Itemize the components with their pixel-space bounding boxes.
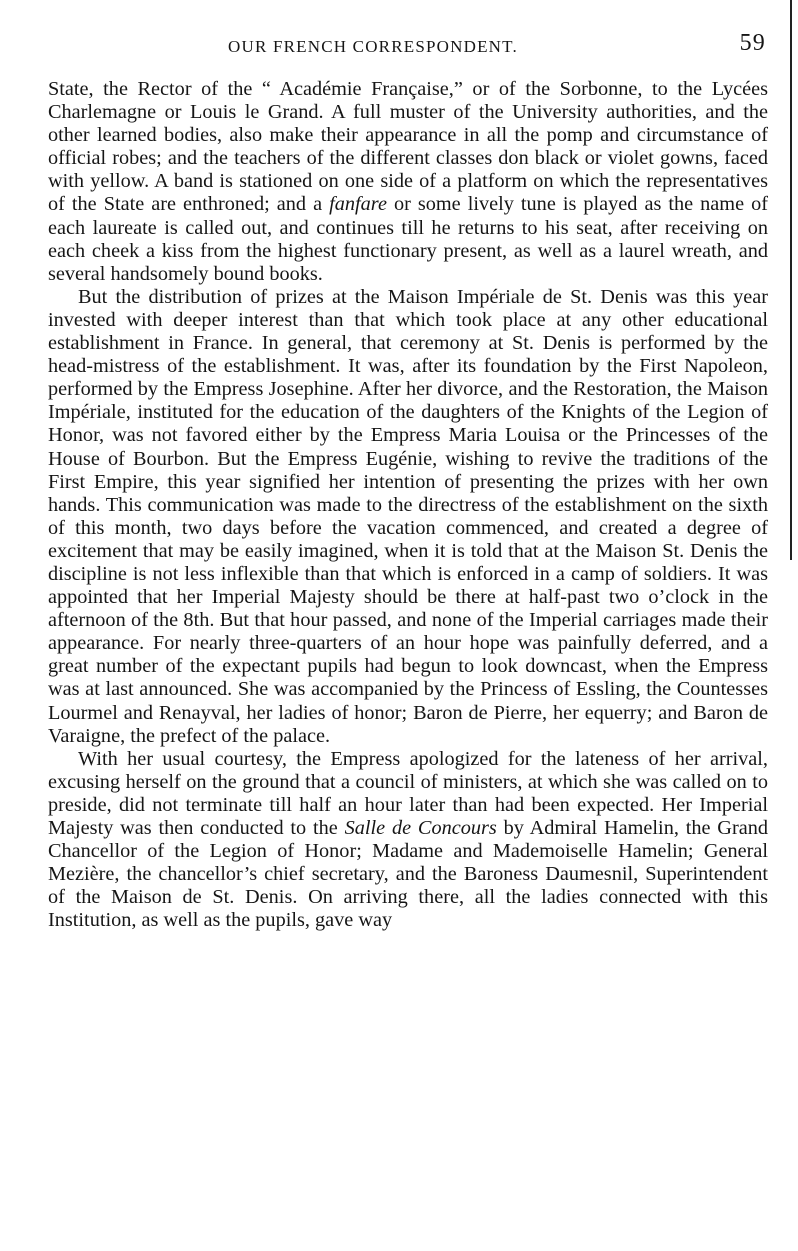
p2-seg-1: But the distribution of prizes at the Maison Impériale de St. Denis was this year invested with deeper interest than that which took place at any other educational establishment in France. In general, that ceremony at St. Denis is performed by the head-mistress of the establishment. It was, after its foundation by the First Napoleon, performed by the Empress Josephine. After her divorce, and the Restoration, the Maison Impériale, instituted for the education of the daughters of the Knights of the Legion of Honor, was not favored either by the Empress Maria Louisa or the Princesses of the House of Bourbon. But the Empress Eugénie, wishing to revive the traditions of the First Empire, this year signified her intention of presenting the prizes with her own hands. This communication was made to the directress of the establishment on the sixth of this month, two days before the vacation commenced, and created a degree of excitement that may be easily imagined, when it is told that at the Maison St. Denis the discipline is not less inflexible than that which is enforced in a camp of soldiers. It was appointed that her Imperial Majesty should be there at half-past two o’clock in the afternoon of the 8th. But that hour passed, and none of the Imperial carriages made their appearance. For nearly three-quarters of an hour hope was painfully deferred, and a great number of the expectant pupils had begun to look downcast, when the Empress was at last announced. She was accompanied by the Princess of Essling, the Countesses Lourmel and Renayval, her ladies of honor; Baron de Pierre, her equerry; and Baron de Varaigne, the prefect of the palace. <box>48 285 768 747</box>
p3-seg-3: by Admiral Hamelin, the Grand Chancellor of the Legion of Honor; Madame and Mademoiselle Hamelin; General Mezière, the chancellor’s chief secretary, and the Baroness Daumesnil, Superintendent of the Maison de St. Denis. On arriving there, all the ladies connected with this Institution, as well as the pupils, gave way <box>48 817 768 932</box>
book-page <box>38 30 768 60</box>
running-title: OUR FRENCH CORRESPONDENT. <box>228 37 518 56</box>
p1-seg-3: or some lively tune is played as the name of each laureate is called out, and continues till he returns to his seat, after receiving on each cheek a kiss from the highest functionary present, as well as a laurel wreath, and several handsomely bound books. <box>48 193 768 285</box>
paragraph-3 <box>48 748 768 933</box>
paragraph-2 <box>48 286 768 748</box>
p3-seg-1: With her usual courtesy, the Empress apologized for the lateness of her arrival, excusing herself on the ground that a council of ministers, at which she was called on to preside, did not terminate till half an hour later than had been expected. Her Imperial Majesty was then conducted to the <box>48 747 768 839</box>
page-edge-rule <box>790 0 792 560</box>
p1-seg-2-italic: fanfare <box>329 193 387 216</box>
p1-seg-1: State, the Rector of the “ Académie Française,” or of the Sorbonne, to the Lycées Charlemagne or Louis le Grand. A full muster of the University authorities, and the other learned bodies, also make their appearance in all the pomp and circumstance of official robes; and the teachers of the different classes don black or violet gowns, faced with yellow. A band is stationed on one side of a platform on which the representatives of the State are enthroned; and a <box>48 78 768 216</box>
page-header <box>38 30 768 60</box>
p3-seg-2-italic: Salle de Concours <box>344 817 497 839</box>
paragraph-1 <box>48 78 768 286</box>
page-number: 59 <box>739 30 766 56</box>
body-text <box>48 78 768 932</box>
